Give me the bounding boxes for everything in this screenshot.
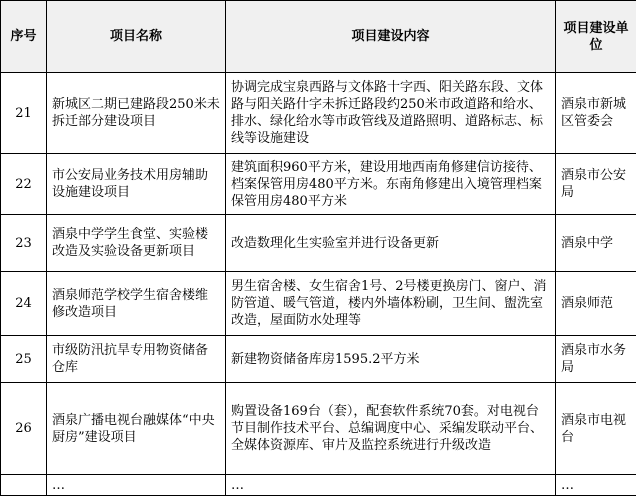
cell-project-name: 酒泉中学学生食堂、实验楼改造及实验设备更新项目 — [47, 215, 226, 272]
cell-project-name: 市公安局业务技术用房辅助设施建设项目 — [47, 154, 226, 215]
table-row — [1, 154, 636, 215]
cell-project-content: 男生宿舍楼、女生宿舍1号、2号楼更换房门、窗户、消防管道、暖气管道，楼内外墙体粉刷，卫生间、盥洗室改造，屋面防水处理等 — [226, 272, 556, 336]
cell-project-name: 酒泉师范学校学生宿舍楼维修改造项目 — [47, 272, 226, 336]
cell-project-name: 市级防汛抗旱专用物资储备仓库 — [47, 336, 226, 383]
cell-serial-number: 21 — [1, 73, 47, 154]
table-row — [1, 73, 636, 154]
table-row — [1, 383, 636, 475]
cell-project-content: 新建物资储备库房1595.2平方米 — [226, 336, 556, 383]
cell-text: … — [52, 477, 220, 494]
cell-project-content: 购置设备169台（套），配套软件系统70套。对电视台节目制作技术平台、总编调度中心、采编发联动平台、全媒体资源库、审片及监控系统进行升级改造 — [226, 383, 556, 475]
cell-text: … — [561, 477, 631, 494]
cell-project-unit: 酒泉市水务局 — [556, 336, 636, 383]
cell-project-content: 协调完成宝泉西路与文体路十字西、阳关路东段、文体路与阳关路什字未拆迁路段约250米市政道路和给水、排水、绿化给水等市政管线及道路照明、道路标志、标线等设施建设 — [226, 73, 556, 154]
header-serial-number: 序号 — [1, 1, 47, 73]
cell-project-unit: 酒泉师范 — [556, 272, 636, 336]
header-project-name: 项目名称 — [47, 1, 226, 73]
cell-project-content: 改造数理化生实验室并进行设备更新 — [226, 215, 556, 272]
cell-project-unit: 酒泉中学 — [556, 215, 636, 272]
cell-project-name: 酒泉广播电视台融媒体“中央厨房”建设项目 — [47, 383, 226, 475]
cell-project-unit: 酒泉市公安局 — [556, 154, 636, 215]
cell-serial-number: 22 — [1, 154, 47, 215]
cell-text: … — [231, 477, 550, 494]
table-row — [1, 215, 636, 272]
cell-project-unit: 酒泉市电视台 — [556, 383, 636, 475]
cell-serial-number: 25 — [1, 336, 47, 383]
cell-serial-number — [1, 475, 47, 496]
cell-project-name: 新城区二期已建路段250米未拆迁部分建设项目 — [47, 73, 226, 154]
table-row — [1, 272, 636, 336]
table-header-row — [1, 1, 636, 73]
cell-project-content: 建筑面积960平方米，建设用地西南角修建信访接待、档案保管用房480平方米。东南角修建出入境管理档案保管用房480平方米 — [226, 154, 556, 215]
table-row — [1, 336, 636, 383]
cell-project-name — [47, 475, 226, 496]
cell-project-unit: 酒泉市新城区管委会 — [556, 73, 636, 154]
cell-serial-number: 26 — [1, 383, 47, 475]
header-project-content: 项目建设内容 — [226, 1, 556, 73]
cell-project-content — [226, 475, 556, 496]
header-project-unit: 项目建设单位 — [556, 1, 636, 73]
cell-project-unit — [556, 475, 636, 496]
cell-serial-number: 23 — [1, 215, 47, 272]
cell-serial-number: 24 — [1, 272, 47, 336]
table-row-partial — [1, 475, 636, 496]
